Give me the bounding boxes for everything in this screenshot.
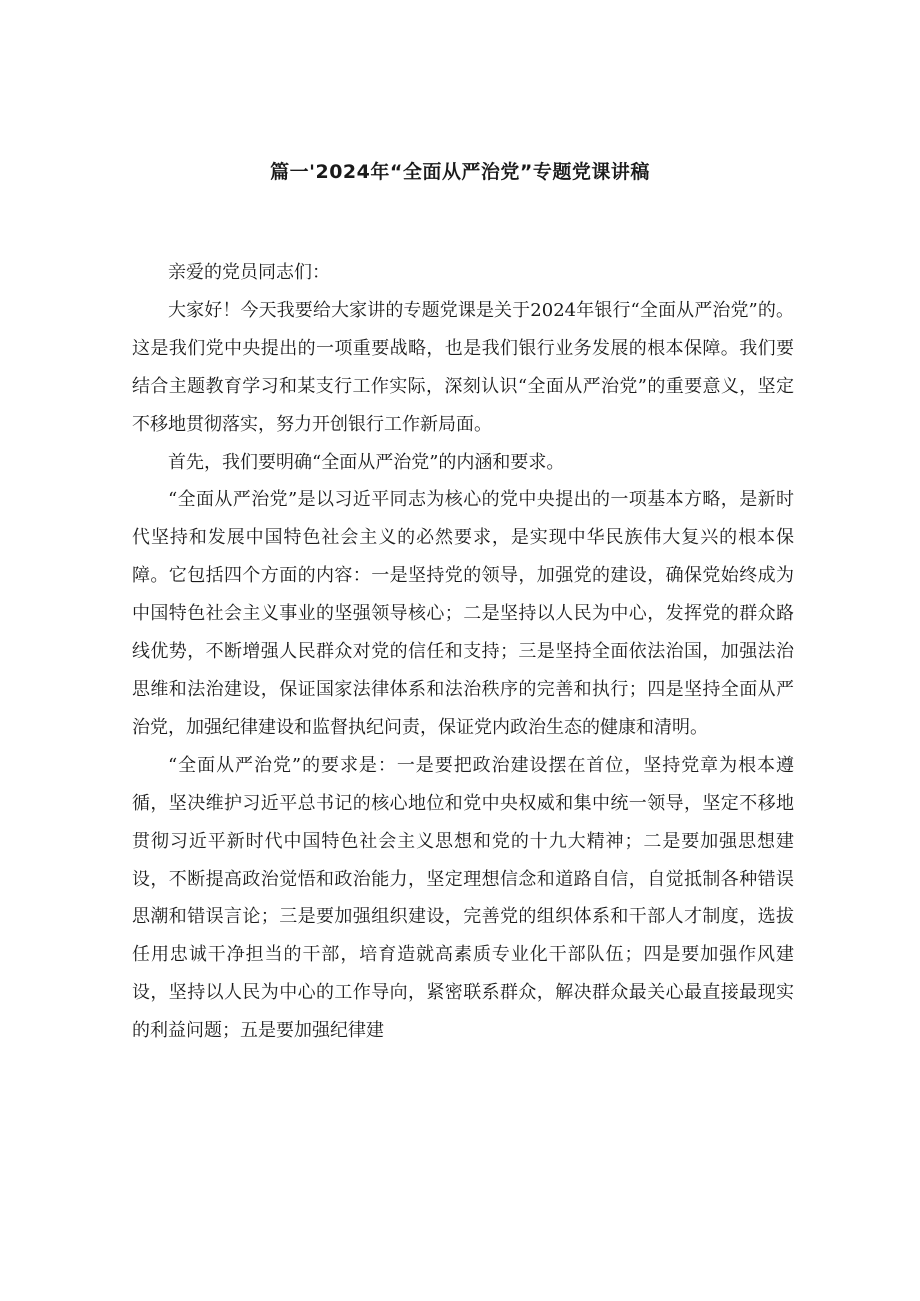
body-paragraph: “全面从严治党”是以习近平同志为核心的党中央提出的一项基本方略，是新时代坚持和发展中国特色社会主义的必然要求，是实现中华民族伟大复兴的根本保障。它包括四个方面的内容：一是坚持党的领导，加强党的建设，确保党始终成为中国特色社会主义事业的坚强领导核心；二是坚持以人民为中心，发挥党的群众路线优势，不断增强人民群众对党的信任和支持；三是坚持全面依法治国，加强法治思维和法治建设，保证国家法律体系和法治秩序的完善和执行；四是坚持全面从严治党，加强纪律建设和监督执纪问责，保证党内政治生态的健康和清明。 — [132, 489, 794, 738]
body-paragraph: 大家好！今天我要给大家讲的专题党课是关于2024年银行“全面从严治党”的。这是我们党中央提出的一项重要战略，也是我们银行业务发展的根本保障。我们要结合主题教育学习和某支行工作实际，深刻认识“全面从严治党”的重要意义，坚定不移地贯彻落实，努力开创银行工作新局面。 — [132, 299, 794, 435]
salutation-paragraph: 亲爱的党员同志们： — [168, 262, 330, 283]
document-body — [132, 254, 794, 1050]
body-paragraph: “全面从严治党”的要求是：一是要把政治建设摆在首位，坚持党章为根本遵循，坚决维护习近平总书记的核心地位和党中央权威和集中统一领导，坚定不移地贯彻习近平新时代中国特色社会主义思想和党的十九大精神；二是要加强思想建设，不断提高政治觉悟和政治能力，坚定理想信念和道路自信，自觉抵制各种错误思潮和错误言论；三是要加强组织建设，完善党的组织体系和干部人才制度，选拔任用忠诚干净担当的干部，培育造就高素质专业化干部队伍；四是要加强作风建设，坚持以人民为中心的工作导向，紧密联系群众，解决群众最关心最直接最现实的利益问题；五是要加强纪律建 — [132, 754, 794, 1042]
document-title: 篇一'2024年“全面从严治党”专题党课讲稿 — [270, 161, 650, 183]
body-paragraph: 首先，我们要明确“全面从严治党”的内涵和要求。 — [168, 451, 565, 473]
